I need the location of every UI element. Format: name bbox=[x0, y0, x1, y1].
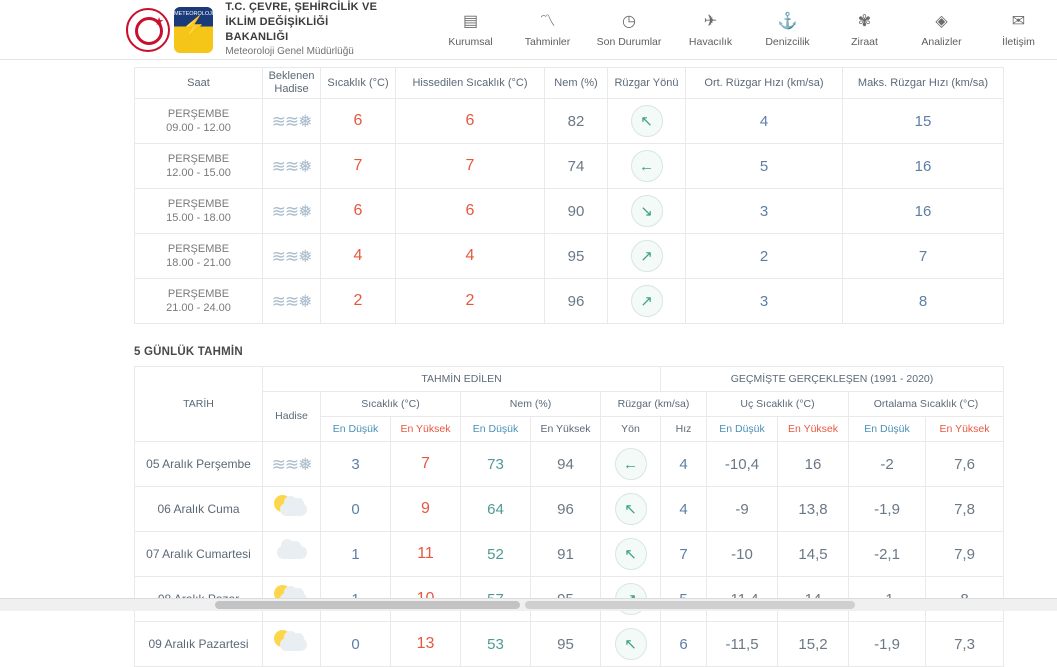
grp-avg-temp: Ortalama Sıcaklık (°C) bbox=[849, 392, 1004, 417]
table-row bbox=[135, 234, 1004, 279]
cell-ext-min: -10 bbox=[707, 532, 778, 577]
chart-icon: 〽 bbox=[539, 12, 556, 30]
cell-hum-max: 95 bbox=[531, 622, 601, 667]
cell-avg-max: 7,9 bbox=[926, 532, 1004, 577]
cell-date: 05 Aralık Perşembe bbox=[135, 442, 263, 487]
table-row bbox=[135, 487, 1004, 532]
sleet-icon: ≋≋❅ bbox=[271, 454, 312, 474]
sleet-icon: ≋≋❅ bbox=[271, 291, 312, 311]
sub-wind-dir: Yön bbox=[601, 417, 661, 442]
cell-date: 09 Aralık Pazartesi bbox=[135, 622, 263, 667]
table-header-sub-row bbox=[135, 392, 1004, 417]
scrollbar-thumb[interactable] bbox=[215, 601, 520, 609]
time-range: 18.00 - 21.00 bbox=[166, 257, 231, 269]
cell-ext-max: 13,8 bbox=[778, 487, 849, 532]
cell-hum-min: 53 bbox=[461, 622, 531, 667]
cell-wind-avg: 5 bbox=[686, 144, 843, 189]
day-label: PERŞEMBE bbox=[167, 153, 230, 165]
cell-temp: 7 bbox=[321, 144, 396, 189]
col-ruzgar-maks: Maks. Rüzgar Hızı (km/sa) bbox=[843, 68, 1004, 99]
wind-direction-icon: ↘ bbox=[631, 195, 663, 227]
cell-wind-speed: 4 bbox=[661, 487, 707, 532]
wind-direction-icon: ↖ bbox=[615, 628, 647, 660]
cell-humidity: 96 bbox=[545, 279, 608, 324]
site-header bbox=[0, 0, 1057, 60]
cell-wind-dir bbox=[608, 279, 686, 324]
cell-hum-min: 73 bbox=[461, 442, 531, 487]
group-forecast: TAHMİN EDİLEN bbox=[263, 367, 661, 392]
wind-direction-icon: ↗ bbox=[631, 285, 663, 317]
cell-time bbox=[135, 279, 263, 324]
cell-wind-max: 8 bbox=[843, 279, 1004, 324]
cell-temp: 6 bbox=[321, 189, 396, 234]
tc-emblem-icon bbox=[126, 7, 170, 53]
nav-label: Havacılık bbox=[688, 35, 733, 48]
nav-label: Denizcilik bbox=[765, 35, 810, 48]
cell-wx bbox=[263, 189, 321, 234]
nav-item-son-durumlar[interactable] bbox=[586, 12, 672, 48]
cell-wind-max: 7 bbox=[843, 234, 1004, 279]
cell-time bbox=[135, 234, 263, 279]
leaf-icon: ✾ bbox=[857, 12, 872, 30]
nav-item-ziraat[interactable] bbox=[826, 12, 903, 48]
grp-extreme-temp: Uç Sıcaklık (°C) bbox=[707, 392, 849, 417]
daily-forecast-table bbox=[134, 366, 1004, 667]
cell-ext-max: 14,5 bbox=[778, 532, 849, 577]
nav-label: Kurumsal bbox=[448, 35, 493, 48]
wind-direction-icon: ↖ bbox=[631, 105, 663, 137]
cell-avg-max: 7,8 bbox=[926, 487, 1004, 532]
grp-temp: Sıcaklık (°C) bbox=[321, 392, 461, 417]
cell-time bbox=[135, 99, 263, 144]
cell-avg-max: 7,3 bbox=[926, 622, 1004, 667]
directorate-name: Meteoroloji Genel Müdürlüğü bbox=[225, 46, 354, 58]
cell-date: 06 Aralık Cuma bbox=[135, 487, 263, 532]
col-ruzgar-yon: Rüzgar Yönü bbox=[608, 68, 686, 99]
grp-hum: Nem (%) bbox=[461, 392, 601, 417]
cell-humidity: 95 bbox=[545, 234, 608, 279]
cell-avg-min: -1,9 bbox=[849, 622, 926, 667]
cell-hum-min: 64 bbox=[461, 487, 531, 532]
cell-wx bbox=[263, 532, 321, 577]
cell-humidity: 90 bbox=[545, 189, 608, 234]
cell-ext-min: -10,4 bbox=[707, 442, 778, 487]
five-day-section-title: 5 GÜNLÜK TAHMİN bbox=[134, 346, 243, 358]
sub-ext-max: En Yüksek bbox=[778, 417, 849, 442]
col-hissedilen: Hissedilen Sıcaklık (°C) bbox=[396, 68, 545, 99]
cell-date: 07 Aralık Cumartesi bbox=[135, 532, 263, 577]
nav-label: Analizler bbox=[921, 35, 962, 48]
time-range: 21.00 - 24.00 bbox=[166, 302, 231, 314]
cell-temp-min: 1 bbox=[321, 532, 391, 577]
day-label: PERŞEMBE bbox=[167, 108, 230, 120]
col-saat: Saat bbox=[135, 68, 263, 99]
table-row bbox=[135, 144, 1004, 189]
cell-humidity: 74 bbox=[545, 144, 608, 189]
anchor-icon: ⚓ bbox=[777, 12, 798, 30]
cell-wind-dir bbox=[608, 189, 686, 234]
clock-icon: ◷ bbox=[622, 12, 636, 30]
cell-wx bbox=[263, 279, 321, 324]
wind-direction-icon: ↖ bbox=[615, 493, 647, 525]
table-row bbox=[135, 189, 1004, 234]
sleet-icon: ≋≋❅ bbox=[271, 156, 312, 176]
cell-hum-max: 91 bbox=[531, 532, 601, 577]
nav-item-analizler[interactable] bbox=[903, 12, 980, 48]
cell-hum-min: 52 bbox=[461, 532, 531, 577]
meteoroloji-logo-icon bbox=[174, 7, 213, 53]
cell-wx bbox=[263, 144, 321, 189]
cell-hum-max: 96 bbox=[531, 487, 601, 532]
sub-avg-max: En Yüksek bbox=[926, 417, 1004, 442]
sleet-icon: ≋≋❅ bbox=[271, 246, 312, 266]
cell-temp: 2 bbox=[321, 279, 396, 324]
table-row bbox=[135, 532, 1004, 577]
ministry-name: T.C. ÇEVRE, ŞEHİRCİLİK VE İKLİM DEĞİŞİKLİĞİ BAKANLIĞI bbox=[225, 1, 378, 44]
cell-feels: 2 bbox=[396, 279, 545, 324]
nav-item-iletisim[interactable] bbox=[980, 12, 1057, 48]
cell-wind-speed: 6 bbox=[661, 622, 707, 667]
nav-label: Tahminler bbox=[524, 35, 571, 48]
cell-wind-dir bbox=[601, 622, 661, 667]
cell-temp-max: 13 bbox=[391, 622, 461, 667]
sub-temp-max: En Yüksek bbox=[391, 417, 461, 442]
cell-temp: 6 bbox=[321, 99, 396, 144]
nav-label: Ziraat bbox=[851, 35, 878, 48]
time-range: 09.00 - 12.00 bbox=[166, 122, 231, 134]
table-header-group-row bbox=[135, 367, 1004, 392]
table-row bbox=[135, 279, 1004, 324]
horizontal-scrollbar[interactable] bbox=[0, 598, 1057, 611]
content-wrap bbox=[0, 67, 1057, 667]
cell-wx bbox=[263, 234, 321, 279]
cell-temp-max: 9 bbox=[391, 487, 461, 532]
table-row bbox=[135, 442, 1004, 487]
cell-wind-avg: 3 bbox=[686, 279, 843, 324]
grp-wind: Rüzgar (km/sa) bbox=[601, 392, 707, 417]
nav-item-havacilik[interactable] bbox=[672, 12, 749, 48]
hourly-forecast-table bbox=[134, 67, 1004, 324]
wind-direction-icon: ← bbox=[615, 448, 647, 480]
col-nem: Nem (%) bbox=[545, 68, 608, 99]
table-row bbox=[135, 622, 1004, 667]
cell-avg-max: 7,6 bbox=[926, 442, 1004, 487]
cell-temp-min: 0 bbox=[321, 622, 391, 667]
cell-temp: 4 bbox=[321, 234, 396, 279]
group-history: GEÇMİŞTE GERÇEKLEŞEN (1991 - 2020) bbox=[661, 367, 1004, 392]
main-nav bbox=[432, 12, 1057, 48]
cell-wx bbox=[263, 487, 321, 532]
cell-wind-dir bbox=[601, 442, 661, 487]
sub-temp-min: En Düşük bbox=[321, 417, 391, 442]
sub-wind-speed: Hız bbox=[661, 417, 707, 442]
brand-text bbox=[225, 0, 390, 58]
cell-time bbox=[135, 189, 263, 234]
day-label: PERŞEMBE bbox=[167, 288, 230, 300]
col-ruzgar-ort: Ort. Rüzgar Hızı (km/sa) bbox=[686, 68, 843, 99]
sleet-icon: ≋≋❅ bbox=[271, 201, 312, 221]
sleet-icon: ≋≋❅ bbox=[271, 111, 312, 131]
wind-direction-icon: ← bbox=[631, 150, 663, 182]
day-label: PERŞEMBE bbox=[167, 198, 230, 210]
scrollbar-thumb-secondary[interactable] bbox=[525, 601, 855, 609]
day-label: PERŞEMBE bbox=[167, 243, 230, 255]
sub-avg-min: En Düşük bbox=[849, 417, 926, 442]
cell-wx bbox=[263, 622, 321, 667]
nav-item-denizcilik[interactable] bbox=[749, 12, 826, 48]
cloud-icon bbox=[271, 540, 313, 566]
cell-wind-dir bbox=[601, 487, 661, 532]
cell-wind-dir bbox=[608, 99, 686, 144]
cell-temp-max: 11 bbox=[391, 532, 461, 577]
plane-icon: ✈ bbox=[703, 12, 718, 30]
cell-wind-max: 15 bbox=[843, 99, 1004, 144]
cell-avg-min: -2 bbox=[849, 442, 926, 487]
sun-cloud-icon bbox=[271, 495, 313, 521]
analysis-icon: ◈ bbox=[935, 12, 948, 30]
cell-feels: 6 bbox=[396, 99, 545, 144]
cell-humidity: 82 bbox=[545, 99, 608, 144]
sub-ext-min: En Düşük bbox=[707, 417, 778, 442]
col-tarih: TARİH bbox=[135, 367, 263, 442]
cell-wind-speed: 7 bbox=[661, 532, 707, 577]
cell-wind-dir bbox=[608, 234, 686, 279]
nav-label: İletişim bbox=[1002, 35, 1035, 48]
brand[interactable] bbox=[126, 0, 390, 58]
table-row bbox=[135, 99, 1004, 144]
cell-wind-avg: 3 bbox=[686, 189, 843, 234]
cell-wind-speed: 4 bbox=[661, 442, 707, 487]
building-icon: ▤ bbox=[462, 12, 479, 30]
sub-hum-max: En Yüksek bbox=[531, 417, 601, 442]
cell-feels: 4 bbox=[396, 234, 545, 279]
cell-feels: 7 bbox=[396, 144, 545, 189]
sun-cloud-icon bbox=[271, 630, 313, 656]
cell-wind-max: 16 bbox=[843, 189, 1004, 234]
cell-wind-avg: 2 bbox=[686, 234, 843, 279]
cell-ext-min: -9 bbox=[707, 487, 778, 532]
nav-item-tahminler[interactable] bbox=[509, 12, 586, 48]
cell-temp-min: 3 bbox=[321, 442, 391, 487]
cell-time bbox=[135, 144, 263, 189]
cell-ext-max: 16 bbox=[778, 442, 849, 487]
mail-icon: ✉ bbox=[1011, 12, 1026, 30]
table-header-row bbox=[135, 68, 1004, 99]
col-sicaklik: Sıcaklık (°C) bbox=[321, 68, 396, 99]
cell-ext-max: 15,2 bbox=[778, 622, 849, 667]
cell-temp-min: 0 bbox=[321, 487, 391, 532]
wind-direction-icon: ↗ bbox=[631, 240, 663, 272]
cell-avg-min: -1,9 bbox=[849, 487, 926, 532]
sub-hum-min: En Düşük bbox=[461, 417, 531, 442]
nav-item-kurumsal[interactable] bbox=[432, 12, 509, 48]
cell-feels: 6 bbox=[396, 189, 545, 234]
cell-ext-min: -11,5 bbox=[707, 622, 778, 667]
cell-wx bbox=[263, 99, 321, 144]
wind-direction-icon: ↖ bbox=[615, 538, 647, 570]
meteoroloji-logo-label: METEOROLOJİ bbox=[174, 10, 214, 17]
time-range: 12.00 - 15.00 bbox=[166, 167, 231, 179]
col-hadise: Beklenen Hadise bbox=[263, 68, 321, 99]
time-range: 15.00 - 18.00 bbox=[166, 212, 231, 224]
cell-wx bbox=[263, 442, 321, 487]
cell-wind-dir bbox=[608, 144, 686, 189]
nav-label: Son Durumlar bbox=[596, 35, 662, 48]
cell-temp-max: 7 bbox=[391, 442, 461, 487]
cell-avg-min: -2,1 bbox=[849, 532, 926, 577]
col-hadise: Hadise bbox=[263, 392, 321, 442]
cell-wind-dir bbox=[601, 532, 661, 577]
cell-wind-max: 16 bbox=[843, 144, 1004, 189]
cell-wind-avg: 4 bbox=[686, 99, 843, 144]
lightning-icon: ⚡ bbox=[181, 15, 207, 38]
cell-hum-max: 94 bbox=[531, 442, 601, 487]
